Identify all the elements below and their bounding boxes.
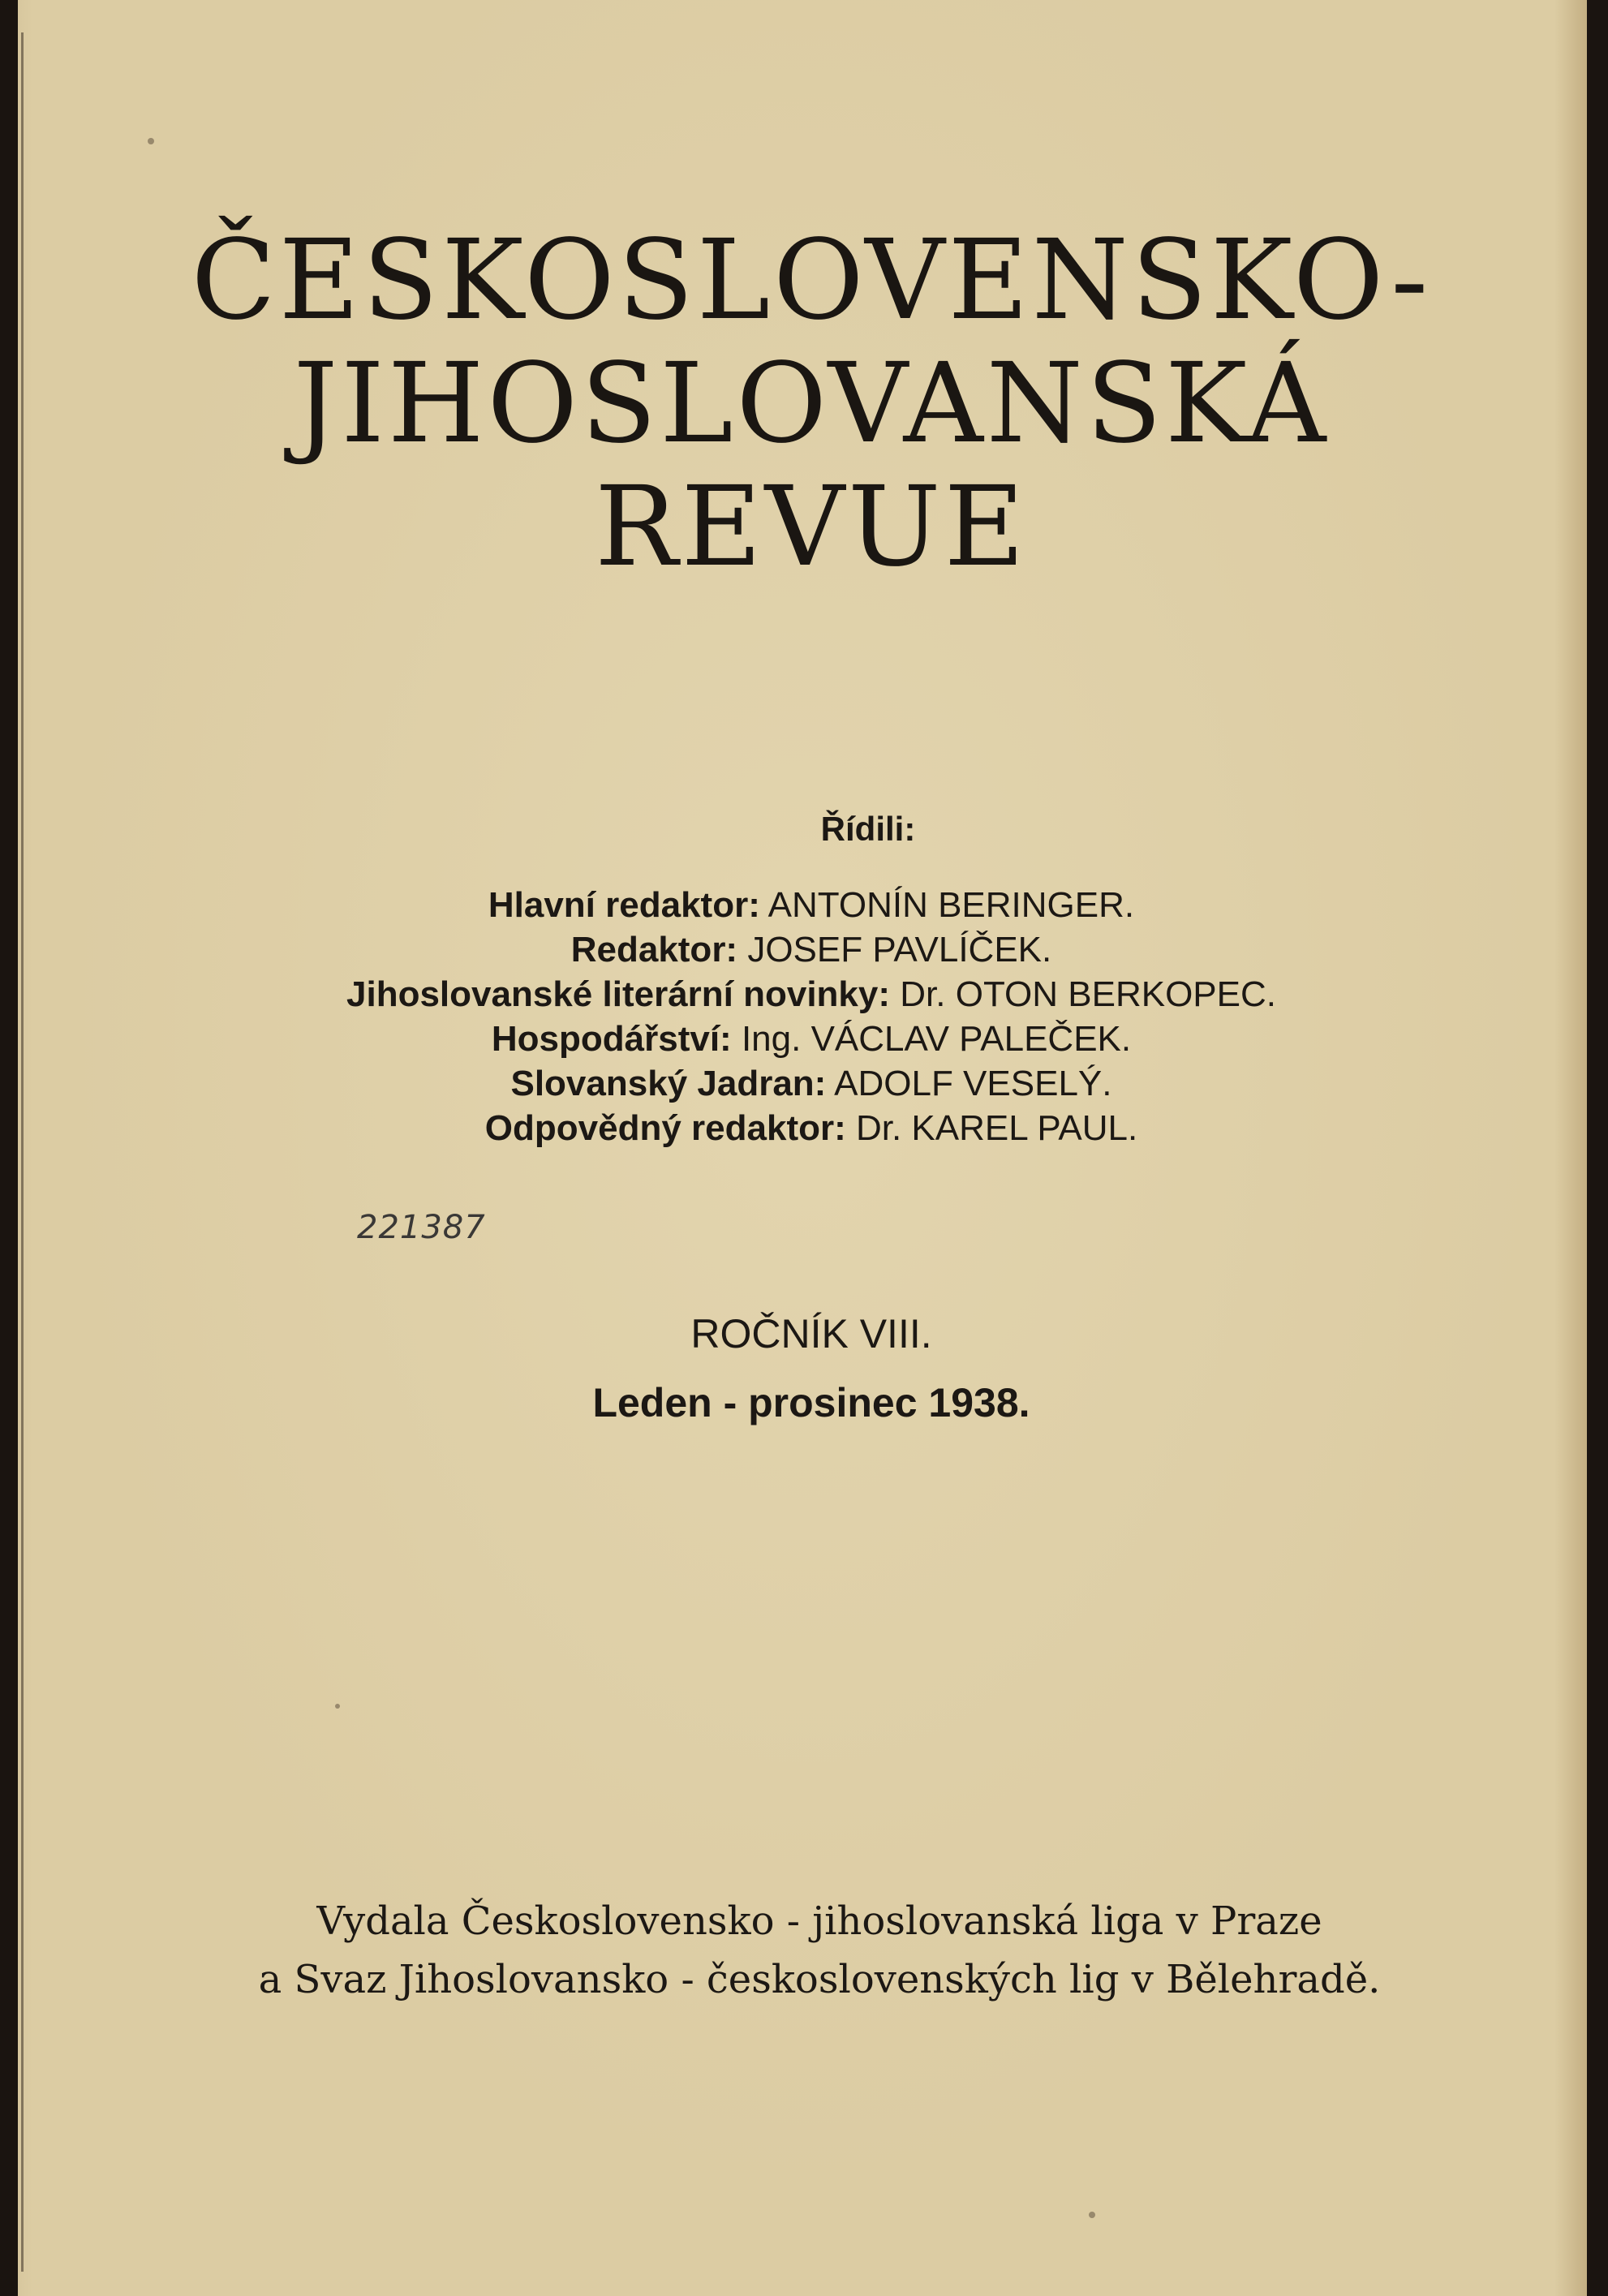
staff-role: Hospodářství: (491, 1019, 732, 1059)
staff-role: Hlavní redaktor: (488, 885, 760, 925)
staff-name: JOSEF PAVLÍČEK. (747, 930, 1052, 970)
paper-speck (335, 1704, 340, 1709)
publisher-line-1: Vydala Československo - jihoslovanská liga v Praze (316, 1898, 1322, 1944)
paper-speck (148, 138, 154, 144)
publisher-statement (211, 1892, 1428, 2009)
staff-entry (325, 1106, 1298, 1150)
volume-number: ROČNÍK VIII. (690, 1311, 932, 1357)
title-line-1: ČESKOSLOVENSKO- (191, 217, 1432, 345)
publisher-line-2: a Svaz Jihoslovansko - československých lig v Bělehradě. (258, 1957, 1381, 2002)
binding-left-edge (0, 0, 18, 2296)
date-range: Leden - prosinec 1938. (592, 1380, 1030, 1425)
staff-role: Jihoslovanské literární novinky: (346, 974, 891, 1014)
editorial-staff-list (325, 883, 1298, 1150)
staff-role: Redaktor: (570, 930, 738, 970)
staff-name: Ing. VÁCLAV PALEČEK. (741, 1019, 1132, 1059)
staff-entry (325, 883, 1298, 927)
staff-name: ADOLF VESELÝ. (834, 1064, 1112, 1103)
paper-speck (1089, 2212, 1095, 2218)
staff-name: Dr. KAREL PAUL. (855, 1108, 1138, 1148)
title-line-3: REVUE (595, 463, 1028, 591)
staff-entry (325, 972, 1298, 1017)
staff-name: ANTONÍN BERINGER. (767, 885, 1135, 925)
directed-by-heading: Řídili: (820, 810, 916, 848)
staff-entry (325, 1061, 1298, 1106)
handwritten-inventory-number: 221387 (357, 1209, 486, 1246)
page-right-shadow (1554, 0, 1587, 2296)
binding-left-line (21, 32, 24, 2272)
journal-title (162, 219, 1460, 589)
staff-entry (325, 1017, 1298, 1061)
staff-role: Slovanský Jadran: (510, 1064, 827, 1103)
title-line-2: JIHOSLOVANSKÁ (293, 340, 1330, 468)
binding-right-edge (1587, 0, 1608, 2296)
staff-role: Odpovědný redaktor: (484, 1108, 846, 1148)
staff-entry (325, 927, 1298, 972)
staff-name: Dr. OTON BERKOPEC. (900, 974, 1276, 1014)
